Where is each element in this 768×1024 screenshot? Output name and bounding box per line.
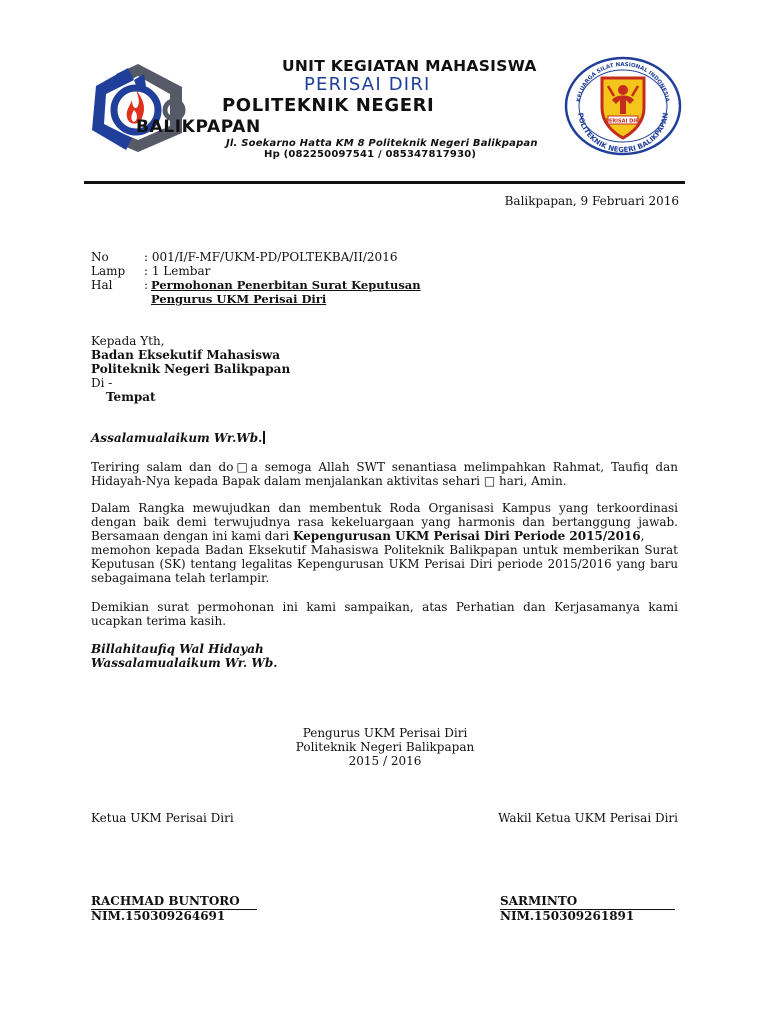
meta-hal-colon: :	[144, 278, 149, 292]
org-phone: Hp (082250097541 / 085347817930)	[264, 149, 477, 160]
svg-text:POLITEKNIK NEGERI BALIKPAPAN: POLITEKNIK NEGERI BALIKPAPAN	[576, 112, 670, 155]
recipient-line4: Di -	[91, 376, 113, 390]
para2-line5: Keputusan (SK) tentang legalitas Kepengurusan UKM Perisai Diri periode 2015/2016 yang baru	[91, 557, 678, 571]
meta-hal-label: Hal	[91, 278, 113, 292]
right-signatory-name: SARMINTO	[500, 894, 578, 908]
perisai-diri-seal-icon	[564, 56, 682, 156]
place-date: Balikpapan, 9 Februari 2016	[504, 194, 679, 208]
org-name-line4: BALIKPAPAN	[136, 117, 261, 137]
meta-no-label: No	[91, 250, 109, 264]
polytechnic-logo-icon	[86, 60, 191, 155]
left-signatory-name: RACHMAD BUNTORO	[91, 894, 240, 908]
org-block-line1: Pengurus UKM Perisai Diri	[302, 726, 468, 740]
org-name-line3: POLITEKNIK NEGERI	[222, 95, 435, 116]
para1-line1: Teriring salam dan do□a semoga Allah SWT senantiasa melimpahkan Rahmat, Taufiq dan	[91, 460, 678, 474]
para2-line6: sebagaimana telah terlampir.	[91, 571, 270, 585]
greeting	[91, 431, 265, 445]
recipient-line2: Badan Eksekutif Mahasiswa	[91, 348, 281, 362]
recipient-line5: Tempat	[106, 390, 156, 404]
org-block-line3: 2015 / 2016	[348, 754, 422, 768]
para2-line3	[91, 529, 678, 544]
para3-line1: Demikian surat permohonan ini kami sampaikan, atas Perhatian dan Kerjasamanya kami	[91, 600, 678, 614]
org-block-line2: Politeknik Negeri Balikpapan	[295, 740, 475, 754]
org-name-line2: PERISAI DIRI	[304, 74, 431, 95]
para2-line1: Dalam Rangka mewujudkan dan membentuk Roda Organisasi Kampus yang terkoordinasi	[91, 501, 678, 515]
svg-text:PERISAI DIRI: PERISAI DIRI	[605, 118, 641, 125]
svg-text:KELUARGA SILAT NASIONAL INDONE: KELUARGA SILAT NASIONAL INDONESIA	[576, 61, 670, 103]
para3-line2: ucapkan terima kasih.	[91, 614, 227, 628]
meta-hal-subject-line1: Permohonan Penerbitan Surat Keputusan	[151, 278, 421, 292]
right-signatory-title: Wakil Ketua UKM Perisai Diri	[498, 811, 678, 825]
para1-line2: Hidayah-Nya kepada Bapak dalam menjalankan aktivitas sehari □ hari, Amin.	[91, 474, 567, 488]
header-divider	[84, 181, 685, 184]
para2-line3-bold: Kepengurusan UKM Perisai Diri Periode 2015/2016	[293, 529, 641, 543]
org-name-line1: UNIT KEGIATAN MAHASISWA	[282, 57, 537, 75]
left-signatory-nim: NIM.150309264691	[91, 909, 226, 923]
left-signatory-title: Ketua UKM Perisai Diri	[91, 811, 234, 825]
para2-line3-post: ,	[640, 529, 645, 543]
para2-line3-pre: Bersamaan dengan ini kami dari	[91, 529, 293, 543]
meta-hal-subject-line2: Pengurus UKM Perisai Diri	[151, 292, 327, 306]
greeting-text: Assalamualaikum Wr.Wb.	[91, 431, 263, 445]
para2-line4: memohon kepada Badan Eksekutif Mahasiswa Politeknik Balikpapan untuk memberikan Surat	[91, 543, 678, 557]
closing-line1: Billahitaufiq Wal Hidayah	[91, 642, 264, 656]
closing-line2: Wassalamualaikum Wr. Wb.	[91, 656, 278, 670]
recipient-line1: Kepada Yth,	[91, 334, 165, 348]
text-cursor	[263, 431, 265, 444]
meta-no-value: : 001/I/F-MF/UKM-PD/POLTEKBA/II/2016	[144, 250, 398, 264]
meta-lamp-label: Lamp	[91, 264, 126, 278]
org-address: Jl. Soekarno Hatta KM 8 Politeknik Negeri Balikpapan	[226, 138, 538, 149]
right-signatory-nim: NIM.150309261891	[500, 909, 635, 923]
recipient-line3: Politeknik Negeri Balikpapan	[91, 362, 291, 376]
para2-line2: dengan baik demi terwujudnya rasa kekeluargaan yang harmonis dan bertanggung jawab.	[91, 515, 678, 529]
meta-lamp-value: : 1 Lembar	[144, 264, 211, 278]
